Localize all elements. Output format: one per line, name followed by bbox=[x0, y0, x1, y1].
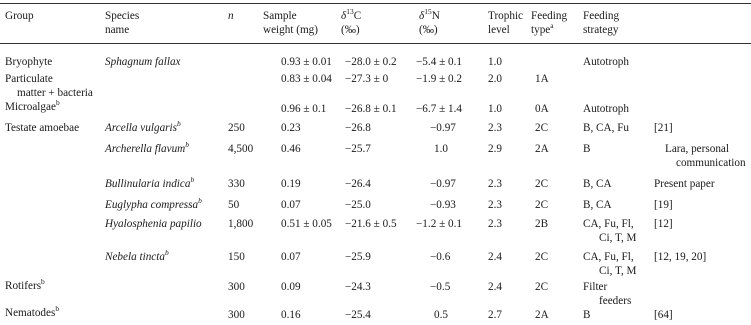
header-fstrat-line2: strategy bbox=[583, 24, 619, 36]
cell-weight: 0.16 bbox=[281, 309, 301, 321]
cell-weight: 0.07 bbox=[281, 251, 301, 263]
cell-trophic: 1.0 bbox=[488, 103, 502, 115]
cell-d15n: −0.5 bbox=[430, 281, 451, 293]
cell-species: Sphagnum fallax bbox=[105, 56, 181, 68]
cell-strategy: Autotroph bbox=[583, 103, 629, 115]
cell-group-line2: matter + bacteria bbox=[17, 87, 93, 99]
cell-d15n: −1.9 ± 0.2 bbox=[416, 73, 463, 85]
cell-ftype: 2A bbox=[535, 309, 549, 321]
cell-d13c: −26.4 bbox=[345, 178, 371, 190]
cell-ref-line2: communication bbox=[676, 157, 746, 169]
cell-ref: [21] bbox=[654, 122, 673, 134]
cell-n: 50 bbox=[228, 199, 240, 211]
cell-ref: Lara, personal bbox=[665, 143, 729, 155]
cell-d13c: −28.0 ± 0.2 bbox=[345, 56, 397, 68]
cell-n: 4,500 bbox=[228, 143, 254, 155]
header-d15n-unit: (‰) bbox=[419, 24, 438, 36]
cell-n: 300 bbox=[228, 309, 245, 321]
cell-species: Bullinularia indica$^b$ bbox=[105, 175, 195, 190]
header-d15n: $\delta^{15}N$ bbox=[419, 7, 440, 22]
cell-weight: 0.46 bbox=[281, 143, 301, 155]
cell-weight: 0.83 ± 0.04 bbox=[281, 73, 332, 85]
cell-ftype: 0A bbox=[535, 103, 549, 115]
cell-d15n: −0.93 bbox=[430, 199, 456, 211]
header-rule bbox=[0, 43, 751, 44]
cell-weight: 0.51 ± 0.05 bbox=[281, 218, 332, 230]
cell-species: Nebela tincta$^b$ bbox=[105, 248, 169, 263]
header-group: Group bbox=[5, 10, 34, 22]
header-species-line1: Species bbox=[105, 10, 140, 22]
cell-group: Particulate bbox=[5, 73, 53, 85]
cell-strategy-line2: Ci, T, M bbox=[599, 232, 637, 244]
cell-weight: 0.23 bbox=[281, 122, 301, 134]
cell-strategy: CA, Fu, Fl, bbox=[583, 218, 634, 230]
cell-ref: [12] bbox=[654, 218, 673, 230]
cell-n: 330 bbox=[228, 178, 245, 190]
cell-d15n: −0.6 bbox=[430, 251, 451, 263]
cell-d15n: −6.7 ± 1.4 bbox=[416, 103, 463, 115]
cell-trophic: 2.9 bbox=[488, 143, 502, 155]
cell-d13c: −25.7 bbox=[345, 143, 371, 155]
cell-weight: 0.07 bbox=[281, 199, 301, 211]
cell-group: Nematodes$^b$ bbox=[5, 304, 60, 319]
cell-d13c: −25.0 bbox=[345, 199, 371, 211]
cell-d13c: −25.9 bbox=[345, 251, 371, 263]
cell-species: Euglypha compressa$^b$ bbox=[105, 196, 202, 211]
cell-d15n: 1.0 bbox=[434, 143, 448, 155]
cell-d15n: −5.4 ± 0.1 bbox=[416, 56, 463, 68]
cell-d13c: −26.8 bbox=[345, 122, 371, 134]
header-ftype-line1: Feeding bbox=[531, 10, 568, 22]
header-d13c-unit: (‰) bbox=[341, 24, 360, 36]
cell-d15n: 0.5 bbox=[434, 309, 448, 321]
cell-n: 250 bbox=[228, 122, 245, 134]
cell-strategy-line2: feeders bbox=[599, 295, 632, 307]
cell-strategy: B, CA bbox=[583, 178, 612, 190]
cell-trophic: 2.4 bbox=[488, 251, 502, 263]
cell-ftype: 1A bbox=[535, 73, 549, 85]
cell-species: Hyalosphenia papilio bbox=[105, 218, 202, 230]
header-sample-line1: Sample bbox=[263, 10, 297, 22]
header-trophic-line1: Trophic bbox=[488, 10, 524, 22]
cell-trophic: 2.7 bbox=[488, 309, 502, 321]
cell-d13c: −24.3 bbox=[345, 281, 371, 293]
cell-n: 1,800 bbox=[228, 218, 254, 230]
cell-n: 150 bbox=[228, 251, 245, 263]
cell-trophic: 1.0 bbox=[488, 56, 502, 68]
cell-species: Archerella flavum$^b$ bbox=[105, 140, 190, 155]
cell-strategy: Autotroph bbox=[583, 56, 629, 68]
header-trophic-line2: level bbox=[488, 24, 510, 36]
cell-d15n: −1.2 ± 0.1 bbox=[416, 218, 463, 230]
cell-ftype: 2C bbox=[535, 199, 549, 211]
header-n: n bbox=[228, 10, 234, 22]
cell-strategy: B, CA, Fu bbox=[583, 122, 630, 134]
cell-ftype: 2A bbox=[535, 143, 549, 155]
header-species-line2: name bbox=[105, 24, 130, 36]
cell-ftype: 2C bbox=[535, 281, 549, 293]
cell-trophic: 2.3 bbox=[488, 218, 502, 230]
header-d13c: $\delta^{13}C$ bbox=[341, 7, 362, 22]
cell-trophic: 2.3 bbox=[488, 122, 502, 134]
cell-strategy: CA, Fu, Fl, bbox=[583, 251, 634, 263]
cell-ftype: 2C bbox=[535, 122, 549, 134]
cell-group: Testate amoebae bbox=[5, 122, 80, 134]
cell-strategy: B bbox=[583, 143, 591, 155]
cell-d15n: −0.97 bbox=[430, 178, 456, 190]
cell-trophic: 2.4 bbox=[488, 281, 502, 293]
cell-ftype: 2B bbox=[535, 218, 549, 230]
cell-ref: Present paper bbox=[654, 178, 715, 190]
top-rule bbox=[0, 3, 751, 4]
cell-d13c: −21.6 ± 0.5 bbox=[345, 218, 397, 230]
cell-trophic: 2.3 bbox=[488, 178, 502, 190]
cell-trophic: 2.3 bbox=[488, 199, 502, 211]
header-sample-line2: weight (mg) bbox=[263, 24, 318, 36]
cell-strategy: B bbox=[583, 309, 591, 321]
cell-n: 300 bbox=[228, 281, 245, 293]
cell-species: Arcella vulgaris$^b$ bbox=[105, 119, 181, 134]
cell-d15n: −0.97 bbox=[430, 122, 456, 134]
cell-group: Rotifers$^b$ bbox=[5, 277, 45, 292]
cell-weight: 0.93 ± 0.01 bbox=[281, 56, 332, 68]
cell-strategy: Filter bbox=[583, 281, 608, 293]
cell-ftype: 2C bbox=[535, 178, 549, 190]
cell-weight: 0.19 bbox=[281, 178, 301, 190]
cell-ref: [19] bbox=[654, 199, 673, 211]
cell-d13c: −26.8 ± 0.1 bbox=[345, 103, 397, 115]
cell-d13c: −27.3 ± 0 bbox=[345, 73, 389, 85]
cell-trophic: 2.0 bbox=[488, 73, 502, 85]
cell-group: Bryophyte bbox=[5, 56, 53, 68]
header-fstrat-line1: Feeding bbox=[583, 10, 620, 22]
cell-group: Microalgae$^b$ bbox=[5, 98, 60, 113]
cell-ftype: 2C bbox=[535, 251, 549, 263]
cell-ref: [64] bbox=[654, 309, 673, 321]
cell-strategy: B, CA bbox=[583, 199, 612, 211]
cell-d13c: −25.4 bbox=[345, 309, 371, 321]
header-ftype-line2: type$^a$ bbox=[531, 21, 554, 36]
cell-ref: [12, 19, 20] bbox=[654, 251, 707, 263]
cell-weight: 0.96 ± 0.1 bbox=[281, 103, 327, 115]
cell-strategy-line2: Ci, T, M bbox=[599, 265, 637, 277]
cell-weight: 0.09 bbox=[281, 281, 301, 293]
